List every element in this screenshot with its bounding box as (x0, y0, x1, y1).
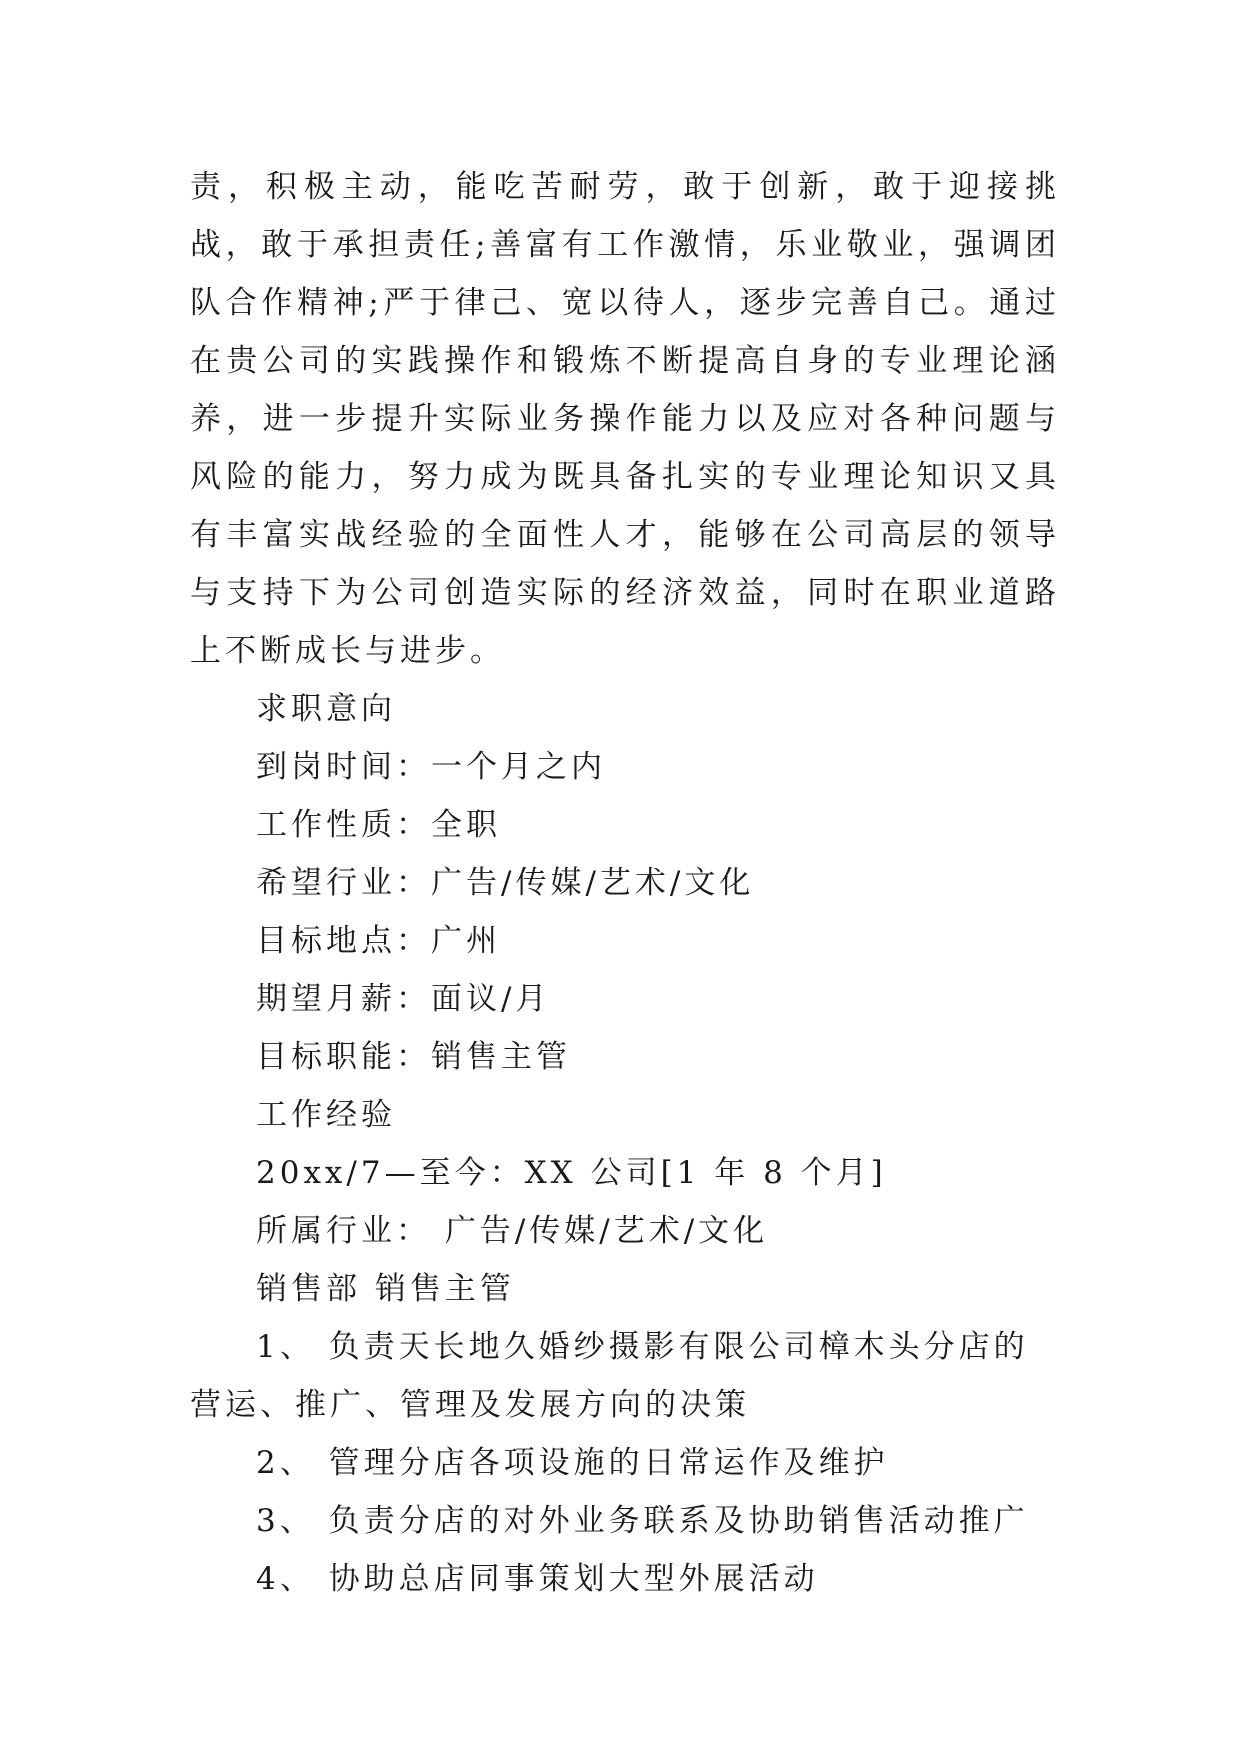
work-experience-section (190, 1086, 1060, 1608)
employment-period: 20xx/7—至今：XX 公司[1 年 8 个月] (256, 1155, 887, 1191)
desired-industry: 希望行业：广告/传媒/艺术/文化 (256, 865, 755, 901)
duty-item: 3、 负责分店的对外业务联系及协助销售活动推广 (256, 1503, 1029, 1539)
target-function: 目标职能：销售主管 (256, 1039, 571, 1075)
expected-salary: 期望月薪：面议/月 (256, 981, 551, 1017)
target-location: 目标地点：广州 (256, 923, 501, 959)
arrival-time: 到岗时间：一个月之内 (256, 749, 606, 785)
duty-item: 4、 协助总店同事策划大型外展活动 (256, 1561, 819, 1597)
department-position: 销售部 销售主管 (256, 1271, 515, 1307)
intro-paragraph: 责，积极主动，能吃苦耐劳，敢于创新，敢于迎接挑战，敢于承担责任;善富有工作激情，乐业敬业，强调团队合作精神;严于律己、宽以待人，逐步完善自己。通过在贵公司的实践操作和锻炼不断提高自身的专业理论涵养，进一步提升实际业务操作能力以及应对各种问题与风险的能力，努力成为既具备扎实的专业理论知识又具有丰富实战经验的全面性人才，能够在公司高层的领导与支持下为公司创造实际的经济效益，同时在职业道路上不断成长与进步。 (190, 169, 1060, 669)
job-nature: 工作性质：全职 (256, 807, 501, 843)
document-content (190, 158, 1060, 1608)
duty-item: 1、 负责天长地久婚纱摄影有限公司樟木头分店的营运、推广、管理及发展方向的决策 (190, 1329, 1029, 1423)
job-intention-section (190, 680, 1060, 1086)
duty-item: 2、 管理分店各项设施的日常运作及维护 (256, 1445, 889, 1481)
job-intention-heading: 求职意向 (256, 691, 396, 727)
employment-industry: 所属行业： 广告/传媒/艺术/文化 (256, 1213, 769, 1249)
work-experience-heading: 工作经验 (256, 1097, 396, 1133)
